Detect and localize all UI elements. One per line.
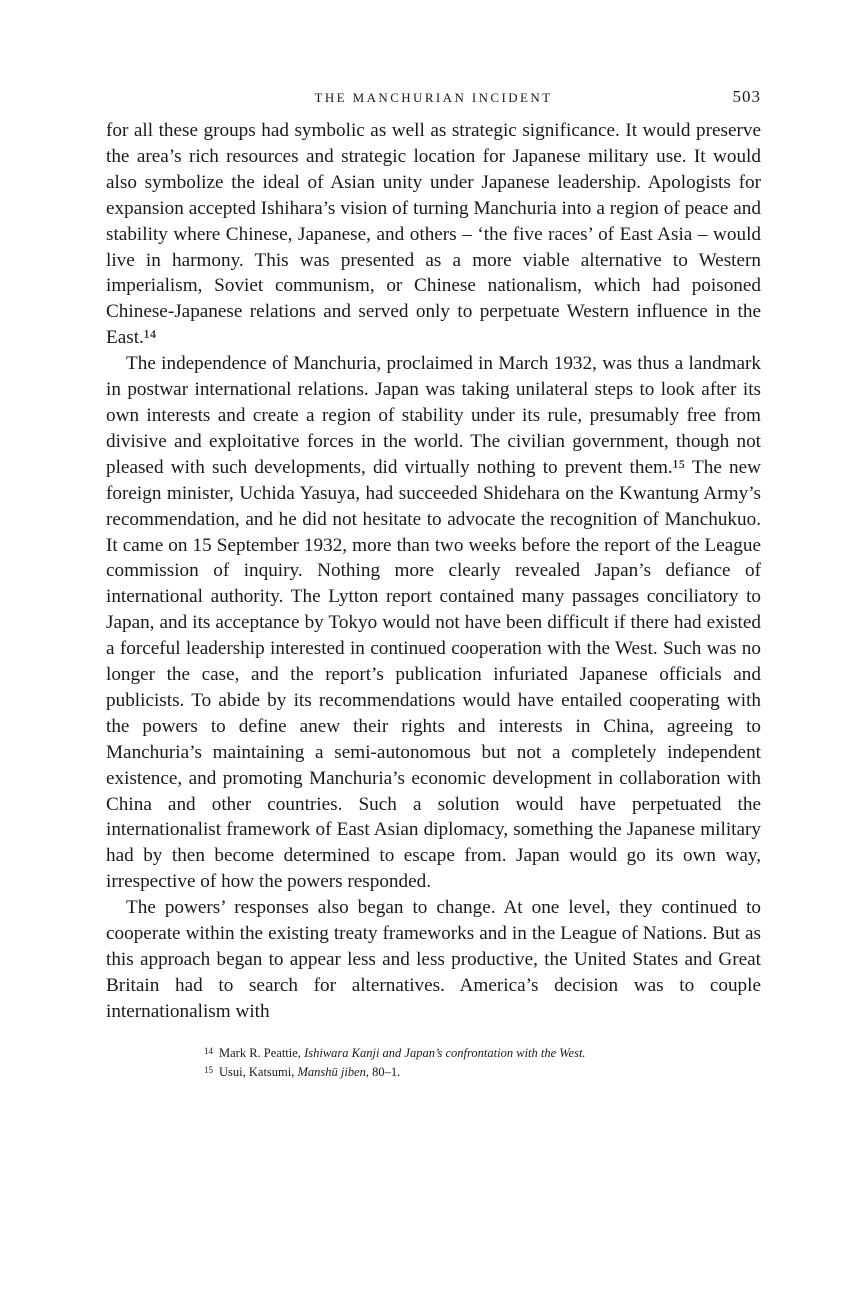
running-title: THE MANCHURIAN INCIDENT [314,90,553,105]
footnote-title: Manshū jiben, [297,1064,370,1079]
footnote-marker: 15 [204,1064,213,1075]
paragraph: for all these groups had symbolic as well as strategic significance. It would preserve the area’s rich resources and strategic location for Japanese military use. It would also symbolize the ideal of Asian unity under Japanese leadership. Apologists for expansion accepted Ishihara’s vision of turning Manchuria into a region of peace and stability where Chinese, Japanese, and others – ‘the five races’ of East Asia – would live in harmony. This was presented as a more viable alternative to Western imperialism, Soviet communism, or Chinese nationalism, which had poisoned Chinese-Japanese relations and served only to perpetuate Western influence in the East.¹⁴ [106,120,761,349]
footnote-marker: 14 [204,1045,213,1056]
footnote-author: Mark R. Peattie, [219,1045,305,1060]
paragraph: The independence of Manchuria, proclaimed in March 1932, was thus a landmark in postwar international relations. Japan was taking unilateral steps to look after its own interests and create a region of stability under its rule, presumably free from divisive and exploitative forces in the world. The civilian government, though not pleased with such developments, did virtually nothing to prevent them.¹⁵ The new foreign minister, Uchida Yasuya, had succeeded Shidehara on the Kwantung Army’s recommendation, and he did not hesitate to advocate the recognition of Manchukuo. It came on 15 September 1932, more than two weeks before the report of the League commission of inquiry. Nothing more clearly revealed Japan’s defiance of international authority. The Lytton report contained many passages conciliatory to Japan, and its acceptance by Tokyo would not have been difficult if there had existed a forceful leadership interested in continued cooperation with the West. Such was no longer the case, and the report’s publication infuriated Japanese officials and publicists. To abide by its recommendations would have entailed cooperating with the powers to define anew their rights and interests in China, agreeing to Manchuria’s maintaining a semi-autonomous but not a completely independent existence, and promoting Manchuria’s economic development in collaboration with China and other countries. Such a solution would have perpetuated the internationalist framework of East Asian diplomacy, something the Japanese military had by then become determined to escape from. Japan would go its own way, irrespective of how the powers responded. [106,353,761,893]
body-text [106,118,761,1025]
footnote-author: Usui, Katsumi, [219,1064,298,1079]
footnotes [106,1043,761,1081]
paragraph: The powers’ responses also began to change. At one level, they continued to cooperate within the existing treaty frameworks and in the League of Nations. But as this approach began to appear less and less productive, the United States and Great Britain had to search for alternatives. America’s decision was to couple internationalism with [106,897,761,1022]
footnote-title: Ishiwara Kanji and Japan’s confrontation with the West. [304,1045,586,1060]
footnote-rest: 80–1. [369,1064,401,1079]
book-page [106,86,761,1081]
page-number: 503 [732,87,761,106]
running-head [106,86,761,110]
footnote-15 [204,1062,761,1081]
footnote-14 [204,1043,761,1062]
